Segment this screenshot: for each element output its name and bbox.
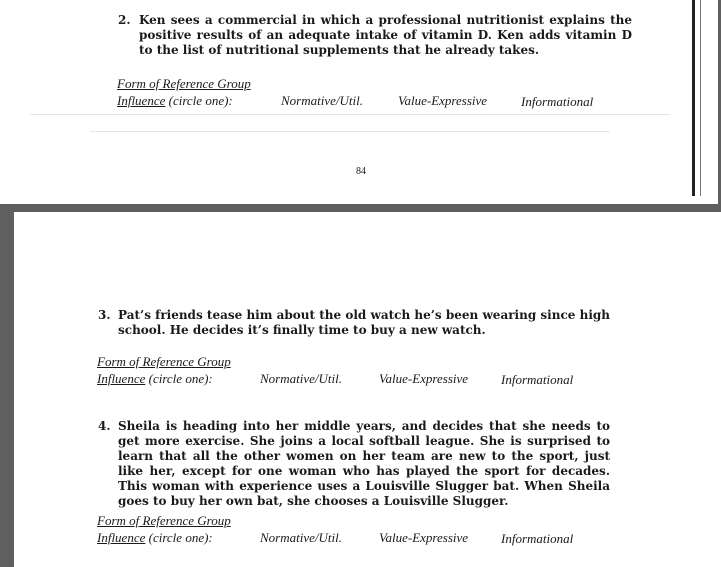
label-line-1: Form of Reference Group [97,354,231,369]
page-number: 84 [356,166,366,177]
question-text: Sheila is heading into her middle years, and decides that she needs to get more exercise. She joins a local softball league. She is surprised to learn that all the other women on her team are new to the sport, just like her, except for one woman who has played the sport for decades. This woman with experience uses a Louisville Slugger bat. When Sheila goes to buy her own bat, she chooses a Louisville Slugger. [118,419,610,508]
option-value-expressive[interactable]: Value-Expressive [398,93,488,108]
label-circle-one: (circle one): [165,93,233,108]
question-text: Pat’s friends tease him about the old watch he’s been wearing since high school. He decides it’s finally time to buy a new watch. [118,308,610,337]
scan-artifact-line [90,131,610,132]
question-4 [98,419,610,509]
reference-group-label [97,512,231,546]
option-informational[interactable]: Informational [501,372,574,387]
option-informational[interactable]: Informational [501,531,574,546]
reference-group-label [97,353,231,387]
question-number: 2. [118,13,131,27]
label-circle-one: (circle one): [145,530,213,545]
question-3 [98,308,610,338]
label-influence: Influence [97,371,146,386]
page-edge-rule [692,0,695,196]
scan-artifact-line [30,114,670,115]
option-normative[interactable]: Normative/Util. [260,530,342,545]
option-value-expressive[interactable]: Value-Expressive [379,371,469,386]
label-circle-one: (circle one): [145,371,213,386]
question-text: Ken sees a commercial in which a professional nutritionist explains the positive results of an adequate intake of vitamin D. Ken adds vitamin D to the list of nutritional supplements that he already takes. [139,13,632,57]
reference-group-label [117,75,251,109]
document-page-top [0,0,718,204]
option-value-expressive[interactable]: Value-Expressive [379,530,469,545]
label-line-1: Form of Reference Group [117,76,251,91]
label-influence: Influence [117,93,166,108]
option-normative[interactable]: Normative/Util. [260,371,342,386]
option-informational[interactable]: Informational [521,94,594,109]
question-number: 4. [98,419,111,433]
option-normative[interactable]: Normative/Util. [281,93,363,108]
page-edge-rule-thin [700,0,701,196]
question-2 [118,13,632,58]
question-number: 3. [98,308,111,322]
document-page-bottom [14,212,721,567]
label-line-1: Form of Reference Group [97,513,231,528]
label-influence: Influence [97,530,146,545]
